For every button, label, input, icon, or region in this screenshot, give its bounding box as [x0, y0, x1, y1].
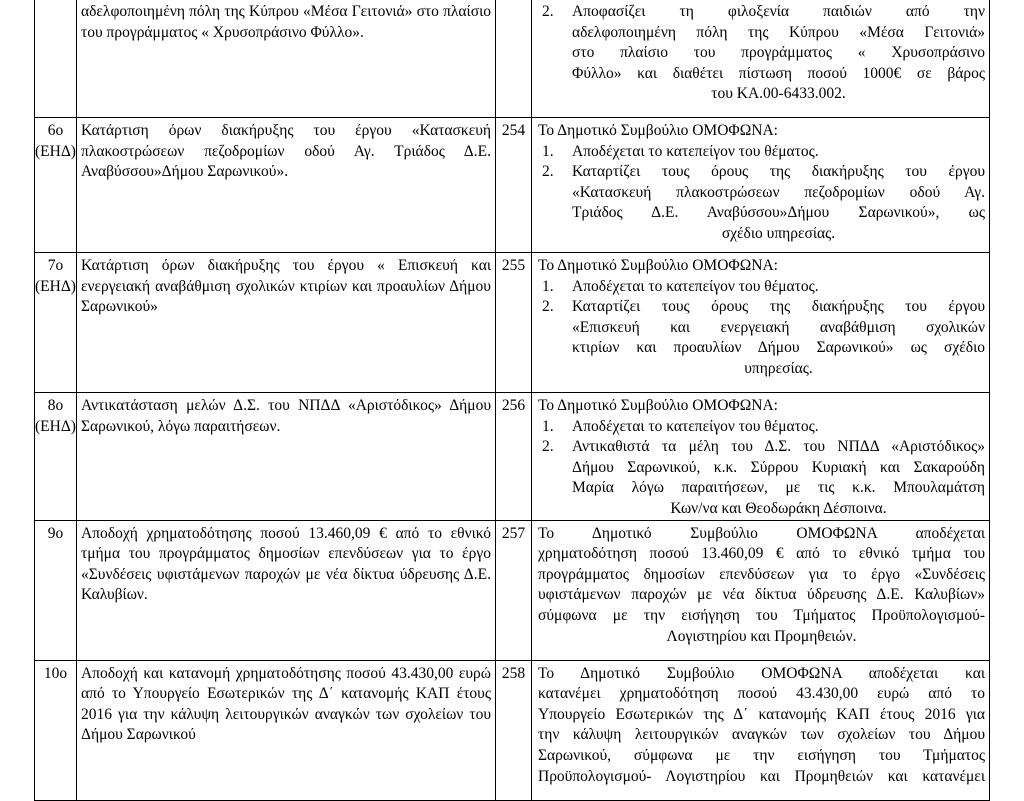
- decisions-table-body: [35, 0, 990, 800]
- resolution-item-line: στο πλαίσιο του προγράμματος « Χρυσοπράσινο: [572, 44, 985, 62]
- table-row: [35, 520, 990, 660]
- resolution-item: [542, 2, 985, 105]
- resolution-line: Λογιστηρίου και Προμηθειών.: [666, 627, 857, 645]
- resolution-cell: [532, 520, 990, 660]
- subject-topic-cell: [77, 660, 496, 800]
- subject-number: 9ο: [47, 524, 64, 542]
- subject-topic: Αποδοχή και κατανομή χρηματοδότησης ποσού 43.430,00 ευρώ από το Υπουργείο Εσωτερικών της Δ΄ κατανομής ΚΑΠ έτους 2016 για την κάλυψη λειτουργικών αναγκών των σχολείων του Δήμου Σαρωνικού: [81, 664, 491, 744]
- resolution-list: [538, 2, 985, 105]
- decision-number: 257: [501, 524, 526, 542]
- decisions-table: [34, 0, 990, 801]
- resolution-item-line: Τριάδος Δ.Ε. Αναβύσσου»Δήμου Σαρωνικού», ως: [572, 204, 985, 222]
- resolution-heading: Το Δημοτικό Συμβούλιο ΟΜΟΦΩΝΑ:: [538, 397, 778, 414]
- resolution-item-line: Αποδέχεται το κατεπείγον του θέματος.: [572, 277, 819, 295]
- subject-number: 10ο: [43, 664, 68, 682]
- resolution-item-line: του ΚΑ.00-6433.002.: [711, 85, 846, 103]
- resolution-line: χρηματοδότηση ποσού 13.460,09 € από το εθνικό τμήμα του: [538, 545, 985, 563]
- decision-number: 258: [501, 664, 526, 682]
- resolution-item-line: Μαρία λόγω παραιτήσεων, με τις κ.κ. Μπουλαμάτση: [572, 479, 985, 497]
- subject-topic: Αντικατάσταση μελών Δ.Σ. του ΝΠΔΔ «Αριστόδικος» Δήμου Σαρωνικού, λόγω παραιτήσεων.: [81, 397, 491, 435]
- table-row: [35, 118, 990, 253]
- subject-number: 6ο (ΕΗΔ): [35, 122, 76, 160]
- resolution-line: Το Δημοτικό Συμβούλιο ΟΜΟΦΩΝΑ αποδέχεται: [538, 524, 985, 542]
- decision-number: 255: [501, 257, 526, 274]
- resolution-item-line: Αντικαθιστά τα μέλη του Δ.Σ. του ΝΠΔΔ «Αριστόδικος»: [572, 438, 985, 456]
- resolution-item-line: Φύλλο» και διαθέτει πίστωση ποσού 1000€ σε βάρος: [572, 64, 985, 82]
- subject-topic-cell: [77, 118, 496, 253]
- subject-topic-cell: [77, 393, 496, 521]
- resolution-item-number: 2.: [542, 438, 554, 456]
- resolution-cell: [532, 253, 990, 393]
- resolution-item-line: Αποδέχεται το κατεπείγον του θέματος.: [572, 417, 819, 435]
- subject-topic-cell: [77, 253, 496, 393]
- subject-topic-cell: [77, 520, 496, 660]
- resolution-item-line: Αποφασίζει τη φιλοξενία παιδιών από την: [572, 3, 985, 20]
- resolution-item-number: 1.: [542, 142, 554, 160]
- resolution-list: [538, 277, 985, 380]
- table-row: [35, 0, 990, 118]
- resolution-line: υφιστάμενων παροχών με νέα δίκτυα ύδρευσης Δ.Ε. Καλυβίων»: [538, 586, 985, 604]
- resolution-cell: [532, 118, 990, 253]
- resolution-line: προγράμματος δημοσίων επενδύσεων για το έργο «Συνδέσεις: [538, 565, 985, 583]
- resolution-item-line: σχέδιο υπηρεσίας.: [721, 224, 836, 242]
- resolution-cell: [532, 660, 990, 800]
- subject-topic-cell: [77, 0, 496, 118]
- table-row: [35, 393, 990, 521]
- decision-number-cell: [496, 253, 532, 393]
- subject-number-cell: [35, 253, 77, 393]
- subject-number-cell: [35, 0, 77, 118]
- resolution-item-number: 1.: [542, 417, 554, 435]
- resolution-line: κατανέμει χρηματοδότηση ποσού 43.430,00 ευρώ από το: [538, 685, 985, 703]
- subject-number: 7ο (ΕΗΔ): [35, 257, 76, 295]
- resolution-item: [542, 297, 985, 379]
- resolution-item: [542, 162, 985, 244]
- resolution-list: [538, 417, 985, 520]
- resolution-cell: [532, 393, 990, 521]
- subject-number-cell: [35, 118, 77, 253]
- resolution-item-line: Αποδέχεται το κατεπείγον του θέματος.: [572, 142, 819, 160]
- subject-number-cell: [35, 393, 77, 521]
- table-row: [35, 660, 990, 800]
- resolution-item-line: «Επισκευή και ενεργειακή αναβάθμιση σχολικών: [572, 318, 985, 336]
- resolution-line: Υπουργείο Εσωτερικών της Δ΄ κατανομής ΚΑΠ έτους 2016 για: [538, 705, 985, 723]
- resolution-item-line: αδελφοποιημένη πόλη της Κύπρου «Μέσα Γειτονιά»: [572, 23, 985, 41]
- resolution-cell: [532, 0, 990, 118]
- resolution-item-line: κτιρίων και προαυλίων Δήμου Σαρωνικού» ως σχέδιο: [572, 339, 985, 357]
- decision-number-cell: [496, 118, 532, 253]
- decision-number-cell: [496, 660, 532, 800]
- resolution-line: Σαρωνικού, σύμφωνα με την εισήγηση του Τμήματος: [538, 746, 985, 764]
- decision-number-cell: [496, 393, 532, 521]
- subject-topic: αδελφοποιημένη πόλη της Κύπρου «Μέσα Γειτονιά» στο πλαίσιο του προγράμματος « Χρυσοπράσινο Φύλλο».: [81, 3, 491, 41]
- resolution-item-line: Καταρτίζει τους όρους της διακήρυξης του έργου: [572, 298, 985, 316]
- resolution-item-number: 1.: [542, 277, 554, 295]
- subject-number-cell: [35, 520, 77, 660]
- resolution-line: την κάλυψη λειτουργικών αναγκών των σχολείων του Δήμου: [538, 726, 985, 744]
- decision-number-cell: [496, 0, 532, 118]
- resolution-item-line: Κων/να και Θεοδωράκη Δέσποινα.: [670, 499, 887, 517]
- subject-number-cell: [35, 660, 77, 800]
- resolution-item-number: 2.: [542, 298, 554, 316]
- subject-number: 8ο (ΕΗΔ): [35, 397, 76, 435]
- resolution-line: Προϋπολογισμού- Λογιστηρίου και Προμηθειών και κατανέμει: [538, 767, 985, 785]
- table-row: [35, 253, 990, 393]
- subject-topic: Αποδοχή χρηματοδότησης ποσού 13.460,09 € από το εθνικό τμήμα του προγράμματος δημοσίων επενδύσεων για το έργο «Συνδέσεις υφιστάμενων παροχών με νέα δίκτυα ύδρευσης Δ.Ε. Καλυβίων.: [81, 524, 491, 604]
- resolution-item: [542, 142, 985, 163]
- resolution-item-number: 2.: [542, 3, 554, 20]
- decision-number-cell: [496, 520, 532, 660]
- resolution-item-line: Καταρτίζει τους όρους της διακήρυξης του έργου: [572, 163, 985, 181]
- resolution-line: σύμφωνα με την εισήγηση του Τμήματος Προϋπολογισμού-: [538, 606, 985, 624]
- resolution-item: [542, 437, 985, 519]
- resolution-item-line: υπηρεσίας.: [744, 359, 813, 377]
- resolution-item-line: «Κατασκευή πλακοστρώσεων πεζοδρομίων οδού Αγ.: [572, 183, 985, 201]
- resolution-list: [538, 142, 985, 245]
- subject-topic: Κατάρτιση όρων διακήρυξης του έργου «Κατασκευή πλακοστρώσεων πεζοδρομίων οδού Αγ. Τριάδος Δ.Ε. Αναβύσσου»Δήμου Σαρωνικού».: [81, 122, 491, 181]
- resolution-heading: Το Δημοτικό Συμβούλιο ΟΜΟΦΩΝΑ:: [538, 257, 778, 274]
- resolution-item-line: Δήμου Σαρωνικού, κ.κ. Σύρρου Κυριακή και Σακαρούδη: [572, 458, 985, 476]
- subject-topic: Κατάρτιση όρων διακήρυξης του έργου « Επισκευή και ενεργειακή αναβάθμιση σχολικών κτιρίων και προαυλίων Δήμου Σαρωνικού»: [81, 257, 491, 316]
- decision-number: 254: [501, 122, 526, 139]
- resolution-heading: Το Δημοτικό Συμβούλιο ΟΜΟΦΩΝΑ:: [538, 122, 778, 139]
- resolution-item: [542, 277, 985, 298]
- resolution-line: Το Δημοτικό Συμβούλιο ΟΜΟΦΩΝΑ αποδέχεται και: [538, 664, 985, 682]
- resolution-item: [542, 417, 985, 438]
- decision-number: 256: [501, 397, 526, 414]
- resolution-item-number: 2.: [542, 163, 554, 181]
